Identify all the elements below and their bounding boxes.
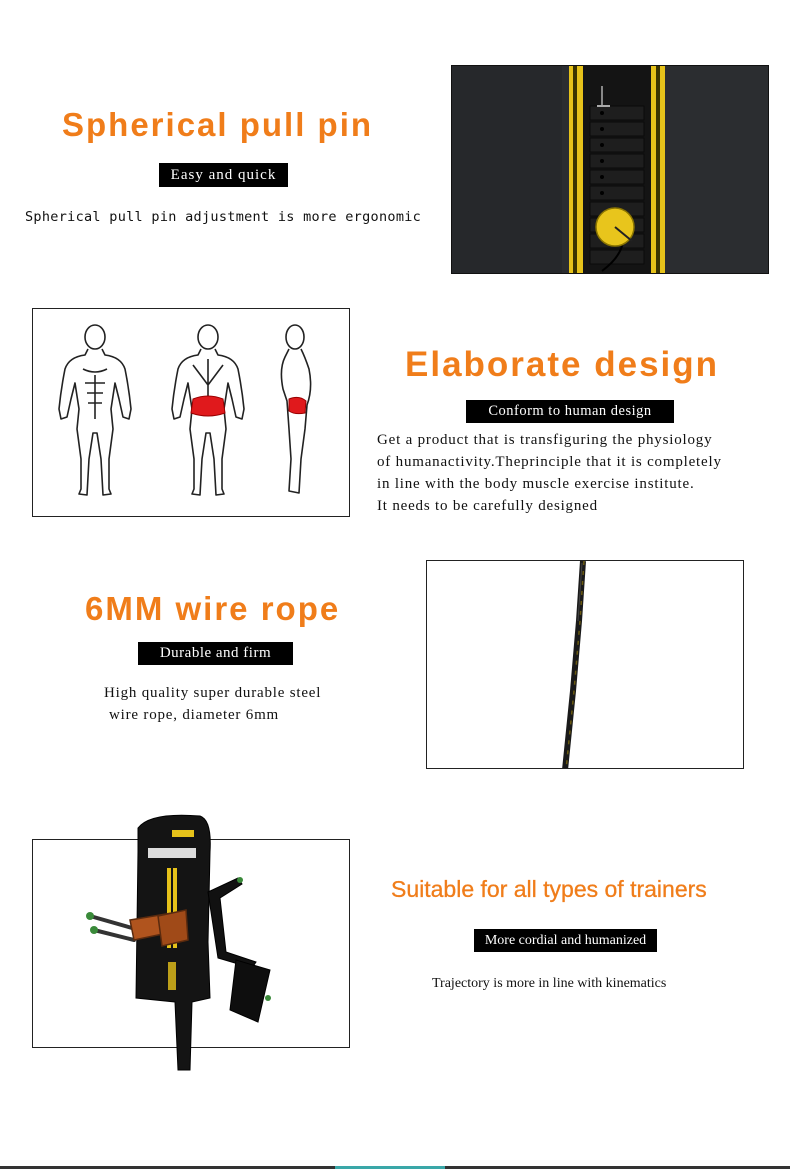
- section-tag-pull-pin: Easy and quick: [159, 163, 288, 187]
- section-tag-design: Conform to human design: [466, 400, 674, 423]
- section-description-design-line: in line with the body muscle exercise institute.: [377, 476, 695, 492]
- section-title-design: Elaborate design: [405, 345, 720, 384]
- section-description-design-line: It needs to be carefully designed: [377, 498, 598, 514]
- pull-pin-photo: [451, 65, 769, 274]
- section-title-trainers: Suitable for all types of trainers: [391, 876, 707, 902]
- gym-machine-illustration: [60, 812, 280, 1072]
- wire-rope-illustration: [427, 561, 744, 769]
- section-title-pull-pin: Spherical pull pin: [62, 106, 374, 143]
- section-tag-wire-rope: Durable and firm: [138, 642, 293, 665]
- muscle-diagram-photo: [32, 308, 350, 517]
- section-description-design-line: Get a product that is transfiguring the physiology: [377, 432, 713, 448]
- muscle-diagram-illustration: [33, 309, 350, 517]
- bottom-divider-accent: [335, 1166, 445, 1169]
- section-description-trainers: Trajectory is more in line with kinematics: [432, 976, 667, 991]
- section-title-wire-rope: 6MM wire rope: [85, 590, 341, 627]
- wire-rope-photo: [426, 560, 744, 769]
- section-description-pull-pin: Spherical pull pin adjustment is more ergonomic: [25, 209, 422, 225]
- section-tag-trainers: More cordial and humanized: [474, 929, 657, 952]
- section-description-wire-rope-line: wire rope, diameter 6mm: [109, 707, 280, 723]
- pull-pin-illustration: [452, 66, 769, 274]
- section-description-wire-rope-line: High quality super durable steel: [104, 685, 322, 701]
- section-description-design-line: of humanactivity.Theprinciple that it is completely: [377, 454, 722, 470]
